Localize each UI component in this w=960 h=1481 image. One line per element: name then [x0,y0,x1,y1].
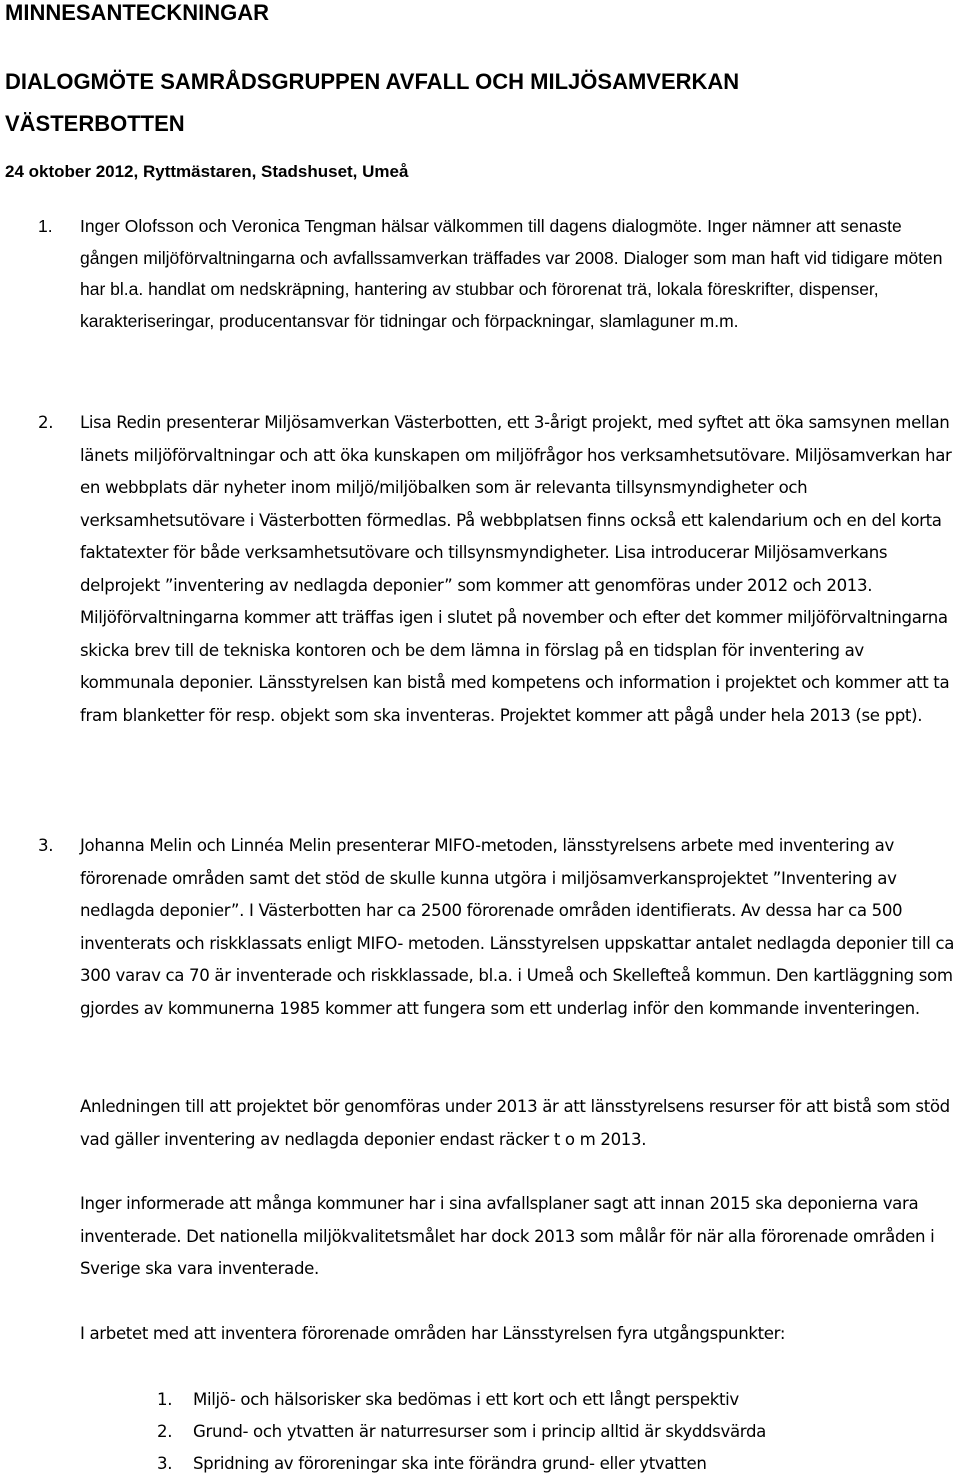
agenda-item-2 [0,407,960,802]
item-text: Inger Olofsson och Veronica Tengman hälsar välkommen till dagens dialogmöte. Inger nämner att senaste gången miljöförvaltningarna och avfallssamverkan träffades var 2008. Dialoger som man haft vid tidigare möten har bl.a. handlat om nedskräpning, hantering av stubbar och förorenat trä, lokala föreskrifter, dispenser, karakteriseringar, producentansvar för tidningar och förpackningar, slamlaguner m.m. [80,216,943,331]
item-number: 3. [38,836,54,855]
agenda-item-1 [0,211,960,371]
item-text: Lisa Redin presenterar Miljösamverkan Västerbotten, ett 3-årigt projekt, med syftet att öka samsynen mellan länets miljöförvaltningar och att öka kunskapen om miljöfrågor hos verksamhetsutövare. Miljösamverkan har en webbplats där nyheter inom miljö/miljöbalken som är relevanta tillsynsmyndigheter och verksamhetsutövare i Västerbotten förmedlas. På webbplatsen finns också ett kalendarium och en del korta faktatexter för både verksamhetsutövare och tillsynsmyndigheter. Lisa introducerar Miljösamverkans delprojekt ”inventering av nedlagda deponier” som kommer att genomföras under 2012 och 2013. Miljöförvaltningarna kommer att träffas igen i slutet på november och efter det kommer miljöförvaltningarna skicka brev till de tekniska kontoren och be dem lämna in förslag på en tidsplan för inventering av kommunala deponier. Länsstyrelsen kan bistå med kompetens och information i projektet och kommer att ta fram blanketter för resp. objekt som ska inventeras. Projektet kommer att pågå under hela 2013 (se ppt). [80,413,952,725]
meeting-date-location: 24 oktober 2012, Ryttmästaren, Stadshuset, Umeå [5,162,409,181]
list-number: 2. [157,1422,173,1441]
item-number: 2. [38,413,54,432]
list-text: Grund- och ytvatten är naturresurser som i princip alltid är skyddsvärda [193,1422,766,1441]
reason-paragraph: Anledningen till att projektet bör genomföras under 2013 är att länsstyrelsens resurser för att bistå som stöd vad gäller inventering av nedlagda deponier endast räcker t o m 2013. [80,1097,950,1149]
list-number: 3. [157,1454,173,1473]
item-number: 1. [38,216,53,236]
lst-intro-paragraph: I arbetet med att inventera förorenade områden har Länsstyrelsen fyra utgångspunkter: [80,1324,786,1343]
meeting-heading: DIALOGMÖTE SAMRÅDSGRUPPEN AVFALL OCH MILJÖSAMVERKAN VÄSTERBOTTEN [5,69,740,136]
list-text: Spridning av föroreningar ska inte förändra grund- eller ytvatten [193,1454,707,1473]
list-text: Miljö- och hälsorisker ska bedömas i ett kort och ett långt perspektiv [193,1390,739,1409]
item-text: Johanna Melin och Linnéa Melin presenterar MIFO-metoden, länsstyrelsens arbete med inventering av förorenade områden samt det stöd de skulle kunna utgöra i miljösamverkansprojektet ”Inventering av nedlagda deponier”. I Västerbotten har ca 2500 förorenade områden identifierats. Av dessa har ca 500 inventerats och riskklassats enligt MIFO- metoden. Länsstyrelsen uppskattar antalet nedlagda deponier till ca 300 varav ca 70 är inventerade och riskklassade, bl.a. i Umeå och Skellefteå kommun. Den kartläggning som gjordes av kommunerna 1985 kommer att fungera som ett underlag inför den kommande inventeringen. [80,836,955,1018]
list-number: 1. [157,1390,173,1409]
inger-info-paragraph: Inger informerade att många kommuner har i sina avfallsplaner sagt att innan 2015 ska deponierna vara inventerade. Det nationella miljökvalitetsmålet har dock 2013 som målår för när alla förorenade områden i Sverige ska vara inventerade. [80,1194,935,1278]
agenda-item-3 [0,830,960,1095]
document-title: MINNESANTECKNINGAR [5,0,269,25]
